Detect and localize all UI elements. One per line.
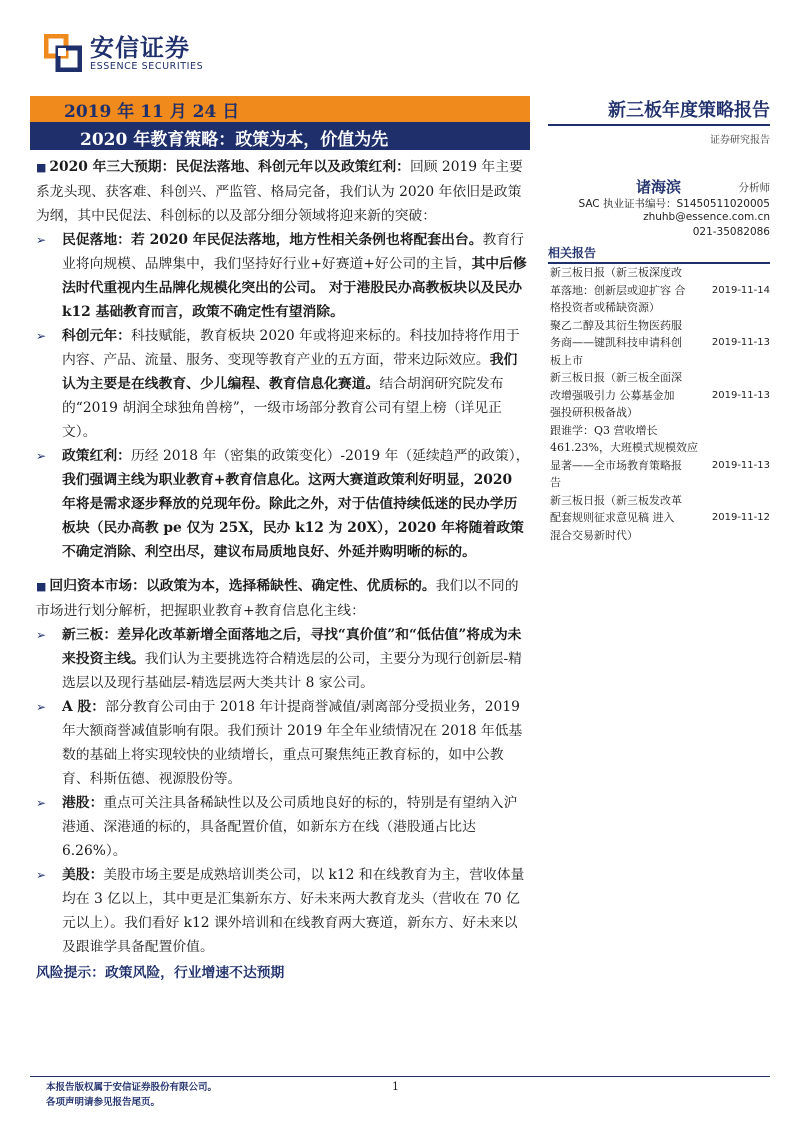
related-report-title: 461.23%，大班模式规模效应 <box>550 441 698 454</box>
arrow-bullet-icon: ➢ <box>36 233 47 247</box>
related-report-line <box>550 439 770 457</box>
related-report-item[interactable] <box>550 422 770 492</box>
bullet-tail-text: 结合胡润研究院发布的“2019 胡润全球独角兽榜”，一级市场部分教育公司有望上榜（详见正文）。 <box>62 376 504 440</box>
arrow-bullet-icon: ➢ <box>36 868 47 882</box>
section-text: 回顾 2019 年主要系龙头现、获客难、科创兴、严监管、格局完备，我们认为 2020 年依旧是政策为纲，其中民促法、科创标的以及部分细分领域将迎来新的突破： <box>36 159 523 224</box>
bullet-heading: A 股： <box>62 699 106 715</box>
related-report-line <box>550 527 770 545</box>
report-subtype: 证券研究报告 <box>710 135 770 146</box>
arrow-bullet-icon: ➢ <box>36 329 47 343</box>
footer-disclaimer: 各项声明请参见报告尾页。 <box>46 1097 161 1108</box>
related-report-title: 格投资者或稀缺资源） <box>550 301 660 314</box>
related-report-title: 革落地：创新层或迎扩容 合 <box>550 283 686 297</box>
related-report-line <box>550 387 770 405</box>
related-report-line <box>550 299 770 317</box>
related-report-date: 2019-11-13 <box>711 389 770 401</box>
related-report-line <box>550 282 770 300</box>
brand-name-en: ESSENCE SECURITIES <box>90 60 204 72</box>
report-type: 新三板年度策略报告 <box>608 100 770 121</box>
bullet-item <box>36 324 530 444</box>
bullet-item <box>36 228 530 324</box>
report-title: 2020 年教育策略：政策为本，价值为先 <box>80 130 389 150</box>
related-report-line <box>550 264 770 282</box>
related-report-item[interactable] <box>550 264 770 317</box>
bullet-text: 历经 2018 年（密集的政策变化）-2019 年（延续趋严的政策）， <box>130 448 530 464</box>
bullet-item <box>36 623 530 695</box>
related-report-title: 务商——键凯科技申请科创 <box>550 336 682 349</box>
main-content <box>36 155 530 985</box>
arrow-bullet-icon: ➢ <box>36 796 47 810</box>
bullet-bold-text: 我们强调主线为职业教育+教育信息化。这两大赛道政策利好明显，2020 年将是需求逐步释放的兑现年份。除此之外，对于估值持续低迷的民办学历板块（民办高教 pe 仅为 25X，民办 k12 为 20X），2020 年将随着政策不确定消除、利空出尽，建议布局质地良好、外延并购明晰的标的。 <box>62 472 524 560</box>
related-report-title: 新三板日报（新三板深度改 <box>550 266 682 279</box>
analyst-email[interactable]: zhuhb@essence.com.cn <box>643 211 770 223</box>
analyst-name: 诸海滨 <box>636 178 682 196</box>
bullet-heading: 民促落地：若 2020 年民促法落地，地方性相关条例也将配套出台。 <box>62 232 483 248</box>
related-report-line <box>550 334 770 352</box>
bullet-text: 教育行业将向规模、品牌集中，我们坚持好行业+好赛道+好公司的主旨， <box>62 232 524 272</box>
risk-warning: 风险提示：政策风险，行业增速不达预期 <box>36 965 285 981</box>
analyst-role: 分析师 <box>738 182 770 194</box>
bullet-heading: 美股： <box>62 867 104 883</box>
analyst-sac: SAC 执业证书编号：S1450511020005 <box>578 198 770 210</box>
analyst-phone: 021-35082086 <box>692 226 770 238</box>
bullet-bold-text: 我们认为主要是在线教育、少儿编程、教育信息化赛道。 <box>62 352 518 392</box>
related-report-item[interactable] <box>550 369 770 422</box>
related-reports-list <box>550 264 770 544</box>
related-report-line <box>550 509 770 527</box>
bullet-bold-text: 其中后修法时代重视内生品牌化规模化突出的公司。 对于港股民办高教板块以及民办 k12 基础教育而言，政策不确定性有望消除。 <box>62 256 527 320</box>
related-report-title: 聚乙二醇及其衍生物医药服 <box>550 318 682 332</box>
related-report-title: 板上市 <box>550 353 583 367</box>
bullet-text: 重点可关注具备稀缺性以及公司质地良好的标的，特别是有望纳入沪港通、深港通的标的，具备配置价值，如新东方在线（港股通占比达 6.26%）。 <box>62 795 518 859</box>
brand-logo <box>44 34 203 72</box>
report-type-divider <box>548 124 770 126</box>
related-report-title: 新三板日报（新三板全面深 <box>550 371 682 384</box>
related-report-date: 2019-11-13 <box>711 337 770 348</box>
related-report-title: 配套规则征求意见稿 进入 <box>550 511 675 524</box>
square-bullet-icon: ■ <box>36 580 47 593</box>
bullet-heading: 新三板：差异化改革新增全面落地之后，寻找“真价值”和“低估值”将成为未来投资主线。 <box>62 627 522 667</box>
related-report-title: 强投研积极备战） <box>550 406 638 419</box>
bullet-item <box>36 444 530 564</box>
arrow-bullet-icon: ➢ <box>36 700 47 714</box>
related-report-title: 改增强吸引力 公募基金加 <box>550 388 675 402</box>
bullet-text: 科技赋能，教育板块 2020 年或将迎来标的。科技加持将作用于内容、产品、流量、服务、变现等教育产业的五方面，带来边际效应。 <box>62 328 520 368</box>
date-banner <box>30 96 530 122</box>
section-text: 我们以不同的市场进行划分解析，把握职业教育+教育信息化主线： <box>36 578 519 619</box>
title-banner <box>30 122 530 150</box>
related-report-date: 2019-11-12 <box>711 512 770 523</box>
related-report-line <box>550 369 770 387</box>
related-report-title: 告 <box>550 476 561 489</box>
bullet-item <box>36 791 530 863</box>
related-report-line <box>550 457 770 475</box>
related-report-line <box>550 317 770 335</box>
related-report-item[interactable] <box>550 492 770 545</box>
brand-mark-icon <box>44 34 82 72</box>
bullet-text: 美股市场主要是成熟培训类公司，以 k12 和在线教育为主，营收体量均在 3 亿以上，其中更是汇集新东方、好未来两大教育龙头（营收在 70 亿元以上）。我们看好 k12 课外培训和在线教育两大赛道，新东方、好未来以及跟谁学具备配置价值。 <box>62 867 525 955</box>
bullet-text: 我们认为主要挑选符合精选层的公司，主要分为现行创新层-精选层以及现行基础层-精选层两大类共计 8 家公司。 <box>62 651 522 691</box>
related-report-line <box>550 404 770 422</box>
section-heading: 2020 年三大预期：民促法落地、科创元年以及政策红利： <box>49 159 410 175</box>
bullet-item <box>36 695 530 791</box>
related-report-title: 跟谁学：Q3 营收增长 <box>550 423 658 437</box>
related-report-date: 2019-11-13 <box>711 459 770 471</box>
arrow-bullet-icon: ➢ <box>36 449 47 463</box>
related-report-title: 新三板日报（新三板发改革 <box>550 493 682 507</box>
related-report-line <box>550 422 770 440</box>
footer-notice <box>46 1080 217 1110</box>
section-capital-market <box>36 574 530 623</box>
bullet-heading: 港股： <box>62 795 104 811</box>
bullet-text: 部分教育公司由于 2018 年计提商誉减值/剥离部分受损业务，2019 年大额商誉减值影响有限。我们预计 2019 年全年业绩情况在 2018 年低基数的基础上将实现较快的业绩增长，重点可聚焦纯正教育标的，如中公教育、科斯伍德、视源股份等。 <box>62 699 523 787</box>
footer-divider <box>30 1076 770 1077</box>
arrow-bullet-icon: ➢ <box>36 628 47 642</box>
related-report-title: 混合交易新时代） <box>550 528 638 542</box>
page-number: 1 <box>392 1080 399 1093</box>
related-report-line <box>550 492 770 510</box>
bullet-item <box>36 863 530 959</box>
report-date: 2019 年 11 月 24 日 <box>64 102 240 122</box>
related-report-line <box>550 474 770 492</box>
footer-copyright: 本报告版权属于安信证券股份有限公司。 <box>46 1082 218 1093</box>
related-report-item[interactable] <box>550 317 770 370</box>
related-report-date: 2019-11-14 <box>711 284 770 296</box>
square-bullet-icon: ■ <box>36 161 47 174</box>
bullet-heading: 科创元年： <box>62 328 131 344</box>
section-three-expectations <box>36 155 530 228</box>
related-report-title: 显著——全市场教育策略报 <box>550 458 682 472</box>
brand-name-cn: 安信证券 <box>90 33 190 62</box>
related-reports-heading: 相关报告 <box>548 246 597 260</box>
related-report-line <box>550 352 770 370</box>
bullet-heading: 政策红利： <box>62 448 131 464</box>
section-heading: 回归资本市场：以政策为本，选择稀缺性、确定性、优质标的。 <box>49 578 436 594</box>
